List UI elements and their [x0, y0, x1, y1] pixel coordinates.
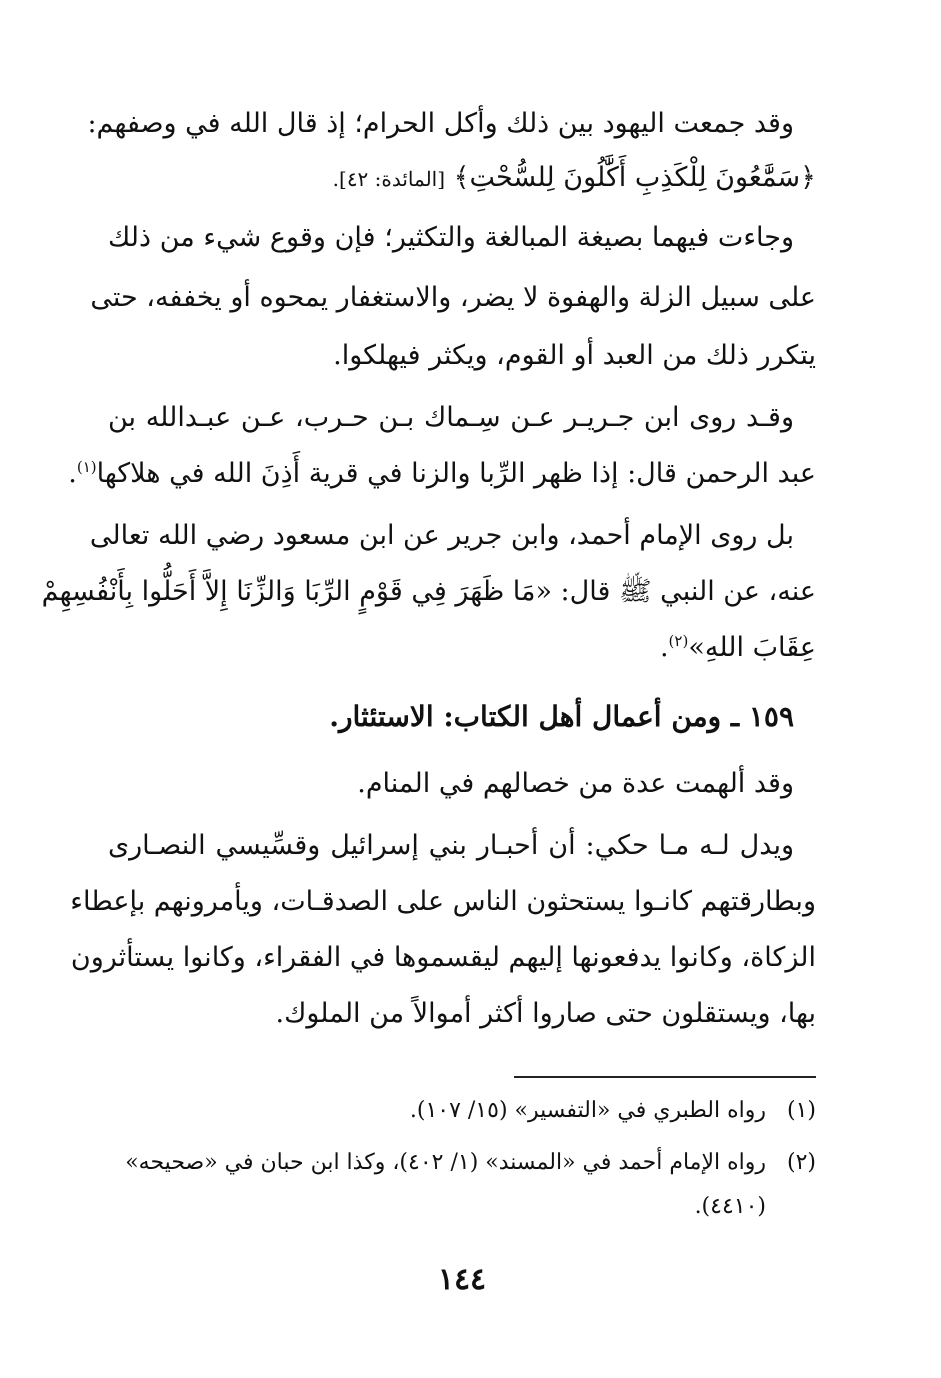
page-number: ١٤٤: [437, 1262, 487, 1297]
paragraph-line: بها، ويستقلون حتى صاروا أكثر أموالاً من الملوك.: [275, 998, 816, 1029]
section-heading: ١٥٩ ـ ومن أعمال أهل الكتاب: الاستئثار.: [329, 700, 794, 733]
verse-reference: [المائدة: ٤٢].: [332, 167, 446, 191]
paragraph-line: الزكاة، وكانوا يدفعونها إليهم ليقسموها في الفقراء، وكانوا يستأثرون: [70, 942, 816, 973]
footnote-separator: [514, 1076, 816, 1078]
paragraph-line: [68, 458, 816, 490]
paragraph-line: يتكرر ذلك من العبد أو القوم، ويكثر فيهلكوا.: [333, 340, 816, 371]
footnote-marker: (٢): [668, 632, 689, 650]
footnote-number: (١): [786, 1098, 816, 1123]
hadith-line: [108, 632, 816, 664]
paragraph-line: وقـد روى ابن جـريـر عـن سِـماك بـن حـرب، عـن عبـدالله بن: [108, 402, 794, 433]
paragraph-line: ويدل لـه مـا حكي: أن أحبـار بني إسرائيل وقسِّيسي النصـارى: [108, 830, 794, 861]
paragraph-line: وبطارقتهم كانـوا يستحثون الناس على الصدقـات، ويأمرونهم بإعطاء: [70, 886, 816, 917]
footnote: [108, 1098, 816, 1123]
footnote-text: رواه الطبري في «التفسير» (١٥/ ١٠٧).: [409, 1098, 766, 1123]
footnote-continuation: (٤٤١٠).: [694, 1194, 766, 1219]
paragraph-line: وقد جمعت اليهود بين ذلك وأكل الحرام؛ إذ قال الله في وصفهم:: [87, 108, 794, 139]
quran-verse-line: [108, 162, 816, 194]
footnote-text: رواه الإمام أحمد في «المسند» (١/ ٤٠٢)، وكذا ابن حبان في «صحيحه»: [125, 1150, 766, 1175]
book-page: [41, 0, 816, 1378]
paragraph-line: على سبيل الزلة والهفوة لا يضر، والاستغفار يمحوه أو يخففه، حتى: [90, 282, 816, 313]
quran-verse: ﴿سَمَّٰعُونَ لِلْكَذِبِ أَكَّٰلُونَ لِلسُّحْتِ﴾: [453, 162, 816, 193]
paragraph-line: وجاءت فيهما بصيغة المبالغة والتكثير؛ فإن وقوع شيء من ذلك: [108, 222, 794, 253]
paragraph-line: وقد ألهمت عدة من خصالهم في المنام.: [357, 768, 794, 799]
paragraph-end: .: [68, 458, 77, 489]
paragraph-line: بل روى الإمام أحمد، وابن جرير عن ابن مسعود رضي الله تعالى: [89, 520, 794, 551]
paragraph-text: عبد الرحمن قال: إذا ظهر الرِّبا والزنا في قرية أَذِنَ الله في هلاكها: [96, 458, 816, 489]
paragraph-end: .: [659, 632, 669, 663]
hadith-text: عِقَابَ اللهِ»: [688, 632, 816, 663]
hadith-line: عنه، عن النبي ﷺ قال: «مَا ظَهَرَ فِي قَوْمٍ الرِّبَا وَالزِّنَا إِلاَّ أَحَلُّوا بِأَنْفُسِهِمْ: [41, 576, 816, 607]
footnote-number: (٢): [786, 1150, 816, 1175]
footnote: [108, 1150, 816, 1175]
footnote-marker: (١): [76, 458, 97, 476]
